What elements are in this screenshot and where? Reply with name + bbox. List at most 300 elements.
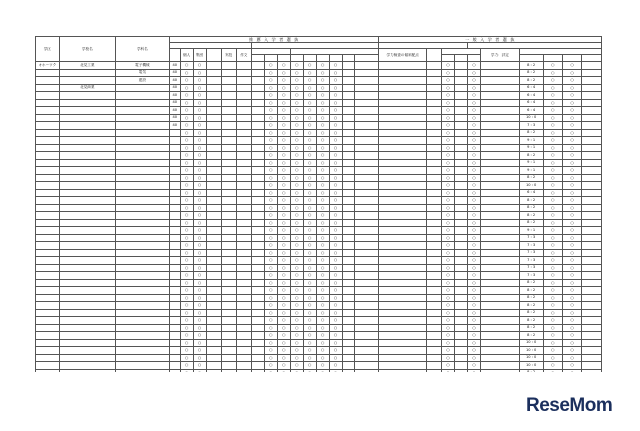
row-cell-16 [342,114,355,122]
row-cell-22 [467,84,480,92]
row-cell-21 [455,159,468,167]
row-cell-4 [180,332,193,340]
row-cell-27 [582,309,602,317]
table-row [36,114,602,122]
row-area [36,92,60,100]
row-ratio: 7 : 3 [519,122,543,130]
row-cell-16 [342,317,355,325]
row-cell-12 [290,197,303,205]
row-cell-5 [193,317,206,325]
row-cell-26 [562,362,581,370]
row-cell-25 [543,227,562,235]
row-cell-27 [582,302,602,310]
row-cell-15 [329,212,342,220]
row-cell-21 [455,167,468,175]
row-cell-19 [426,354,441,362]
row-dept [115,324,169,332]
header-cap [169,49,180,62]
row-capacity [169,227,180,235]
row-cell-9 [251,219,264,227]
row-cell-4 [180,309,193,317]
row-school [59,354,115,362]
row-cell-16 [342,332,355,340]
row-cell-16 [342,137,355,145]
row-cell-21 [455,84,468,92]
row-cell-4 [180,242,193,250]
row-cell-20 [442,189,455,197]
row-cell-21 [455,272,468,280]
row-cell-7 [221,189,236,197]
row-area [36,234,60,242]
row-cell-11 [277,354,290,362]
row-cell-7 [221,309,236,317]
row-cell-20 [442,309,455,317]
row-ratio: 9 : 1 [519,137,543,145]
row-cell-8 [236,69,251,77]
row-cell-13 [303,77,316,85]
row-cell-12 [290,77,303,85]
table-row [36,257,602,265]
row-cell-7 [221,84,236,92]
row-cell-23 [480,92,519,100]
row-cell-13 [303,92,316,100]
row-cell-13 [303,122,316,130]
row-cell-13 [303,167,316,175]
row-cell-6 [206,317,221,325]
row-capacity: 40 [169,69,180,77]
row-cell-9 [251,129,264,137]
row-cell-19 [426,369,441,372]
row-cell-4 [180,84,193,92]
row-dept [115,84,169,92]
row-cell-19 [426,204,441,212]
row-capacity [169,204,180,212]
row-cell-6 [206,339,221,347]
row-cell-9 [251,279,264,287]
row-cell-7 [221,339,236,347]
row-cell-12 [290,347,303,355]
row-cell-8 [236,234,251,242]
row-cell-27 [582,99,602,107]
row-cell-11 [277,249,290,257]
row-cell-18 [379,227,427,235]
row-cell-12 [290,257,303,265]
row-capacity [169,174,180,182]
row-cell-20 [442,204,455,212]
row-area [36,332,60,340]
row-cell-9 [251,347,264,355]
row-cell-22 [467,234,480,242]
row-area: オホーツク [36,62,60,70]
row-cell-12 [290,324,303,332]
row-cell-23 [480,152,519,160]
row-cell-25 [543,332,562,340]
row-cell-26 [562,227,581,235]
row-cell-22 [467,122,480,130]
row-cell-20 [442,227,455,235]
row-area [36,354,60,362]
row-school [59,114,115,122]
row-cell-4 [180,107,193,115]
row-cell-8 [236,197,251,205]
row-cell-14 [316,354,329,362]
row-cell-14 [316,144,329,152]
row-ratio: 6 : 4 [519,92,543,100]
row-cell-20 [442,212,455,220]
row-cell-21 [455,362,468,370]
row-cell-13 [303,129,316,137]
row-ratio: 8 : 2 [519,279,543,287]
row-capacity [169,354,180,362]
row-cell-23 [480,272,519,280]
row-school [59,197,115,205]
row-cell-18 [379,84,427,92]
row-cell-10 [264,197,277,205]
row-cell-25 [543,77,562,85]
row-cell-21 [455,339,468,347]
row-cell-13 [303,84,316,92]
header-m3 [467,55,480,62]
row-school [59,92,115,100]
row-cell-19 [426,227,441,235]
row-cell-5 [193,302,206,310]
row-cell-12 [290,92,303,100]
row-cell-26 [562,272,581,280]
row-cell-12 [290,294,303,302]
row-cell-6 [206,212,221,220]
row-cell-26 [562,99,581,107]
row-capacity [169,167,180,175]
row-cell-10 [264,227,277,235]
row-dept [115,137,169,145]
row-cell-22 [467,182,480,190]
row-cell-17 [355,324,379,332]
row-school [59,227,115,235]
row-cell-5 [193,122,206,130]
row-dept [115,182,169,190]
row-cell-22 [467,362,480,370]
row-cell-12 [290,302,303,310]
table-row [36,234,602,242]
row-cell-19 [426,77,441,85]
row-cell-27 [582,159,602,167]
row-cell-13 [303,152,316,160]
row-cell-5 [193,234,206,242]
row-cell-16 [342,152,355,160]
row-area [36,272,60,280]
row-cell-20 [442,62,455,70]
row-cell-6 [206,264,221,272]
row-ratio: 7 : 3 [519,257,543,265]
row-area [36,152,60,160]
row-cell-17 [355,369,379,372]
row-cell-7 [221,212,236,220]
row-cell-6 [206,137,221,145]
row-capacity [169,287,180,295]
row-cell-12 [290,107,303,115]
row-cell-11 [277,212,290,220]
table-row [36,69,602,77]
row-cell-19 [426,159,441,167]
row-cell-9 [251,317,264,325]
row-cell-19 [426,212,441,220]
row-school [59,362,115,370]
row-cell-13 [303,182,316,190]
row-cell-17 [355,144,379,152]
table-row [36,339,602,347]
row-cell-27 [582,317,602,325]
row-cell-13 [303,294,316,302]
row-cell-9 [251,167,264,175]
row-cell-15 [329,77,342,85]
row-ratio: 8 : 2 [519,204,543,212]
row-dept [115,339,169,347]
row-cell-7 [221,362,236,370]
row-cell-27 [582,234,602,242]
row-cell-12 [290,84,303,92]
row-cell-12 [290,129,303,137]
table-row [36,264,602,272]
row-cell-12 [290,99,303,107]
row-cell-21 [455,354,468,362]
row-cell-7 [221,114,236,122]
row-cell-17 [355,302,379,310]
header-p1 [519,55,543,62]
row-cell-9 [251,92,264,100]
row-cell-9 [251,137,264,145]
row-cell-6 [206,294,221,302]
row-cell-12 [290,249,303,257]
row-cell-19 [426,144,441,152]
header-area: 学区 [36,37,60,62]
header-s1 [206,49,221,62]
row-cell-17 [355,362,379,370]
row-cell-19 [426,339,441,347]
row-dept [115,204,169,212]
row-cell-6 [206,219,221,227]
row-cell-20 [442,317,455,325]
row-cell-6 [206,114,221,122]
row-cell-15 [329,204,342,212]
row-cell-17 [355,137,379,145]
row-cell-16 [342,249,355,257]
row-cell-17 [355,264,379,272]
row-cell-27 [582,339,602,347]
row-cell-4 [180,197,193,205]
row-cell-18 [379,264,427,272]
row-capacity [169,129,180,137]
row-cell-25 [543,362,562,370]
row-cell-14 [316,167,329,175]
row-cell-20 [442,294,455,302]
row-cell-12 [290,227,303,235]
row-cell-26 [562,347,581,355]
row-cell-5 [193,92,206,100]
row-cell-9 [251,354,264,362]
row-cell-27 [582,272,602,280]
row-cell-15 [329,219,342,227]
row-cell-7 [221,227,236,235]
row-cell-17 [355,62,379,70]
row-cell-14 [316,264,329,272]
row-cell-8 [236,107,251,115]
row-school [59,152,115,160]
row-cell-13 [303,107,316,115]
row-cell-13 [303,197,316,205]
row-capacity [169,279,180,287]
row-capacity [169,362,180,370]
row-cell-6 [206,204,221,212]
row-cell-15 [329,114,342,122]
row-area [36,129,60,137]
row-cell-15 [329,159,342,167]
row-cell-5 [193,69,206,77]
row-cell-12 [290,114,303,122]
table-row [36,272,602,280]
row-cell-19 [426,332,441,340]
row-ratio: 8 : 2 [519,317,543,325]
row-cell-8 [236,227,251,235]
row-cell-5 [193,84,206,92]
table-row [36,77,602,85]
row-cell-17 [355,107,379,115]
row-capacity [169,294,180,302]
row-cell-20 [442,249,455,257]
row-cell-10 [264,114,277,122]
row-cell-21 [455,62,468,70]
row-cell-19 [426,279,441,287]
row-cell-26 [562,287,581,295]
row-cell-23 [480,122,519,130]
row-school [59,309,115,317]
row-cell-27 [582,174,602,182]
row-cell-9 [251,272,264,280]
row-cell-15 [329,309,342,317]
row-cell-5 [193,287,206,295]
row-cell-12 [290,204,303,212]
table-row [36,144,602,152]
row-area [36,189,60,197]
row-cell-19 [426,347,441,355]
header-k4 [290,55,303,62]
row-dept [115,309,169,317]
row-cell-25 [543,249,562,257]
row-capacity [169,249,180,257]
row-ratio: 8 : 2 [519,302,543,310]
table-row [36,107,602,115]
row-school: 北見商業 [59,84,115,92]
row-cell-22 [467,369,480,372]
row-cell-5 [193,174,206,182]
row-cell-10 [264,294,277,302]
row-cell-27 [582,189,602,197]
row-ratio: 8 : 2 [519,369,543,372]
row-cell-15 [329,99,342,107]
row-cell-6 [206,159,221,167]
row-dept [115,264,169,272]
row-cell-8 [236,92,251,100]
row-cell-22 [467,129,480,137]
header-p2 [543,55,562,62]
row-dept: 電子機械 [115,62,169,70]
row-cell-5 [193,242,206,250]
row-cell-26 [562,62,581,70]
row-cell-21 [455,114,468,122]
row-cell-14 [316,287,329,295]
row-cell-18 [379,309,427,317]
row-cell-9 [251,84,264,92]
row-cell-15 [329,264,342,272]
row-cell-8 [236,122,251,130]
row-ratio: 7 : 3 [519,234,543,242]
row-cell-27 [582,129,602,137]
row-cell-13 [303,339,316,347]
row-cell-14 [316,242,329,250]
table-row [36,227,602,235]
row-cell-4 [180,354,193,362]
row-cell-21 [455,279,468,287]
row-cell-18 [379,92,427,100]
row-ratio: 6 : 4 [519,99,543,107]
row-cell-14 [316,227,329,235]
row-cell-9 [251,332,264,340]
row-cell-6 [206,324,221,332]
row-cell-14 [316,159,329,167]
row-cell-26 [562,264,581,272]
row-cell-12 [290,339,303,347]
row-cell-8 [236,99,251,107]
row-cell-5 [193,204,206,212]
row-cell-13 [303,62,316,70]
row-cell-8 [236,294,251,302]
row-cell-6 [206,129,221,137]
row-ratio: 8 : 2 [519,212,543,220]
row-cell-18 [379,257,427,265]
table-row [36,219,602,227]
row-cell-17 [355,317,379,325]
row-cell-13 [303,137,316,145]
row-cell-6 [206,77,221,85]
row-cell-16 [342,279,355,287]
row-school [59,332,115,340]
row-area [36,339,60,347]
row-cell-25 [543,107,562,115]
row-cell-10 [264,159,277,167]
row-cell-21 [455,369,468,372]
row-cell-11 [277,107,290,115]
row-cell-8 [236,212,251,220]
row-cell-11 [277,167,290,175]
row-cell-22 [467,354,480,362]
row-area [36,302,60,310]
row-dept [115,197,169,205]
row-cell-22 [467,174,480,182]
row-area [36,107,60,115]
row-cell-22 [467,347,480,355]
row-cell-25 [543,369,562,372]
row-dept [115,92,169,100]
row-cell-9 [251,287,264,295]
row-cell-13 [303,219,316,227]
row-cell-20 [442,369,455,372]
row-cell-22 [467,227,480,235]
row-cell-20 [442,219,455,227]
row-cell-19 [426,317,441,325]
row-school [59,174,115,182]
row-cell-11 [277,369,290,372]
row-cell-10 [264,122,277,130]
row-cell-7 [221,347,236,355]
